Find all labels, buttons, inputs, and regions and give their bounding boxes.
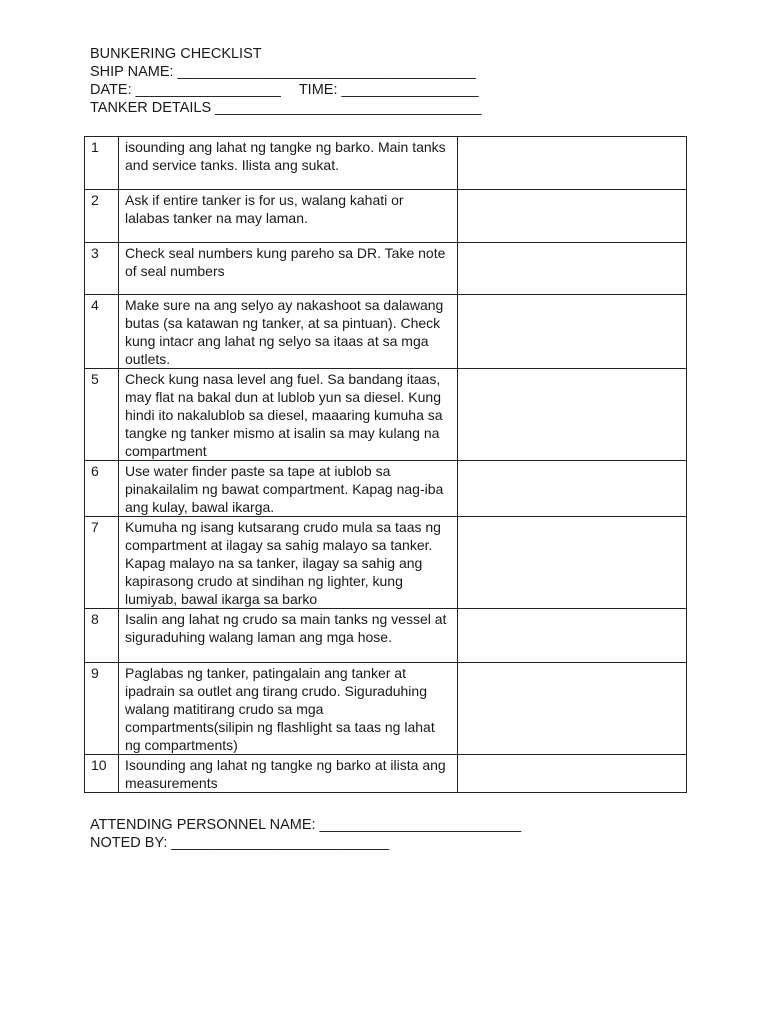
item-number: 4	[85, 295, 119, 369]
document-header	[90, 45, 481, 117]
item-task: Paglabas ng tanker, patingalain ang tanker at ipadrain sa outlet ang tirang crudo. Siguraduhing walang matitirang crudo sa mga compartments(silipin ng flashlight sa taas ng lahat ng compartments)	[119, 663, 458, 755]
date-field: DATE: __________________	[90, 82, 281, 98]
checklist-body	[85, 137, 687, 793]
document-footer	[90, 816, 521, 852]
item-check-cell[interactable]	[458, 369, 687, 461]
item-number: 1	[85, 137, 119, 190]
checklist-row	[85, 609, 687, 663]
item-check-cell[interactable]	[458, 243, 687, 295]
attending-personnel-field: ATTENDING PERSONNEL NAME: _________________________	[90, 817, 522, 833]
item-check-cell[interactable]	[458, 517, 687, 609]
noted-by-field: NOTED BY: ___________________________	[90, 835, 390, 851]
checklist-row	[85, 663, 687, 755]
item-task: isounding ang lahat ng tangke ng barko. Main tanks and service tanks. Ilista ang sukat.	[119, 137, 458, 190]
checklist-row	[85, 295, 687, 369]
item-check-cell[interactable]	[458, 295, 687, 369]
tanker-details-field: TANKER DETAILS _________________________________	[90, 100, 482, 116]
item-check-cell[interactable]	[458, 461, 687, 517]
item-task: Make sure na ang selyo ay nakashoot sa dalawang butas (sa katawan ng tanker, at sa pintuan). Check kung intacr ang lahat ng selyo sa itaas at sa mga outlets.	[119, 295, 458, 369]
item-task: Check seal numbers kung pareho sa DR. Take note of seal numbers	[119, 243, 458, 295]
date-time-line	[90, 81, 481, 99]
item-number: 5	[85, 369, 119, 461]
item-number: 9	[85, 663, 119, 755]
checklist-row	[85, 243, 687, 295]
checklist-row	[85, 517, 687, 609]
item-task: Isalin ang lahat ng crudo sa main tanks ng vessel at siguraduhing walang laman ang mga hose.	[119, 609, 458, 663]
item-check-cell[interactable]	[458, 137, 687, 190]
item-number: 7	[85, 517, 119, 609]
item-task: Ask if entire tanker is for us, walang kahati or lalabas tanker na may laman.	[119, 190, 458, 243]
item-task: Check kung nasa level ang fuel. Sa bandang itaas, may flat na bakal dun at lublob yun sa diesel. Kung hindi ito nakalublob sa diesel, maaaring kumuha sa tangke ng tanker mismo at isalin sa may kulang na compartment	[119, 369, 458, 461]
item-number: 2	[85, 190, 119, 243]
document-title: BUNKERING CHECKLIST	[90, 46, 262, 62]
checklist-table	[84, 136, 687, 793]
item-task: Isounding ang lahat ng tangke ng barko at ilista ang measurements	[119, 755, 458, 793]
item-check-cell[interactable]	[458, 609, 687, 663]
checklist-row	[85, 369, 687, 461]
time-field: TIME: _________________	[298, 82, 479, 98]
item-number: 6	[85, 461, 119, 517]
item-check-cell[interactable]	[458, 663, 687, 755]
checklist-row	[85, 755, 687, 793]
checklist-row	[85, 137, 687, 190]
item-number: 8	[85, 609, 119, 663]
item-task: Use water finder paste sa tape at iublob sa pinakailalim ng bawat compartment. Kapag nag-iba ang kulay, bawal ikarga.	[119, 461, 458, 517]
checklist-row	[85, 461, 687, 517]
item-check-cell[interactable]	[458, 755, 687, 793]
checklist-row	[85, 190, 687, 243]
item-number: 10	[85, 755, 119, 793]
ship-name-field: SHIP NAME: _____________________________________	[90, 64, 476, 80]
item-check-cell[interactable]	[458, 190, 687, 243]
item-task: Kumuha ng isang kutsarang crudo mula sa taas ng compartment at ilagay sa sahig malayo sa tanker. Kapag malayo na sa tanker, ilagay sa sahig ang kapirasong crudo at sindihan ng lighter, kung lumiyab, bawal ikarga sa barko	[119, 517, 458, 609]
item-number: 3	[85, 243, 119, 295]
